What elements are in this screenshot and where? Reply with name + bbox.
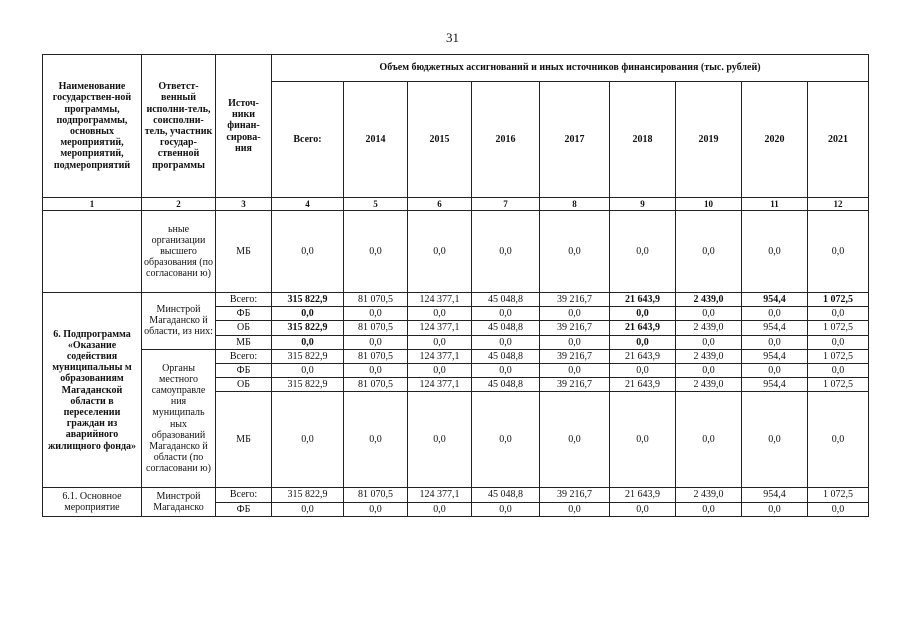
- value-cell: 0,0: [472, 392, 540, 488]
- executor-cell: Минстрой Магаданско й области, из них:: [142, 293, 216, 350]
- value-cell: 21 643,9: [610, 349, 676, 363]
- value-cell: 954,4: [742, 378, 808, 392]
- budget-table: [42, 54, 869, 517]
- column-number: 2: [142, 198, 216, 211]
- value-cell: 0,0: [472, 211, 540, 293]
- value-cell: 21 643,9: [610, 488, 676, 502]
- value-cell: 0,0: [344, 502, 408, 516]
- column-number: 8: [540, 198, 610, 211]
- column-number-row: [43, 198, 869, 211]
- header-year: 2017: [540, 82, 610, 198]
- value-cell: 0,0: [472, 335, 540, 349]
- value-cell: 0,0: [742, 363, 808, 377]
- header-program-name: Наименование государствен-ной программы, подпрограммы, основных мероприятий, мероприятий, подмероприятий: [43, 55, 142, 198]
- column-number: 12: [808, 198, 869, 211]
- header-volume: Объем бюджетных ассигнований и иных источников финансирования (тыс. рублей): [272, 55, 869, 82]
- value-cell: 315 822,9: [272, 378, 344, 392]
- value-cell: 315 822,9: [272, 488, 344, 502]
- value-cell: 0,0: [808, 335, 869, 349]
- value-cell: 45 048,8: [472, 293, 540, 307]
- value-cell: 0,0: [272, 502, 344, 516]
- value-cell: 1 072,5: [808, 293, 869, 307]
- value-cell: 315 822,9: [272, 293, 344, 307]
- header-year: 2016: [472, 82, 540, 198]
- column-number: 9: [610, 198, 676, 211]
- value-cell: 0,0: [344, 307, 408, 321]
- value-cell: 81 070,5: [344, 349, 408, 363]
- header-year: 2014: [344, 82, 408, 198]
- value-cell: 39 216,7: [540, 293, 610, 307]
- value-cell: 81 070,5: [344, 378, 408, 392]
- value-cell: 315 822,9: [272, 349, 344, 363]
- value-cell: 0,0: [272, 335, 344, 349]
- value-cell: 1 072,5: [808, 378, 869, 392]
- executor-cell: Минстрой Магаданско: [142, 488, 216, 516]
- source-cell: ФБ: [216, 363, 272, 377]
- value-cell: 21 643,9: [610, 293, 676, 307]
- value-cell: 0,0: [272, 211, 344, 293]
- value-cell: 0,0: [472, 307, 540, 321]
- value-cell: 124 377,1: [408, 349, 472, 363]
- source-cell: ФБ: [216, 307, 272, 321]
- value-cell: 0,0: [472, 502, 540, 516]
- value-cell: 954,4: [742, 293, 808, 307]
- value-cell: 0,0: [676, 392, 742, 488]
- value-cell: 39 216,7: [540, 378, 610, 392]
- program-cell: 6. Подпрограмма «Оказание содействия муниципальны м образованиям Магаданской области в переселении граждан из аварийного жилищного фонда»: [43, 293, 142, 488]
- value-cell: 39 216,7: [540, 488, 610, 502]
- value-cell: 21 643,9: [610, 321, 676, 335]
- value-cell: 0,0: [742, 307, 808, 321]
- value-cell: 0,0: [344, 211, 408, 293]
- value-cell: 0,0: [676, 307, 742, 321]
- value-cell: 2 439,0: [676, 488, 742, 502]
- source-cell: ФБ: [216, 502, 272, 516]
- header-year: 2018: [610, 82, 676, 198]
- value-cell: 0,0: [808, 392, 869, 488]
- value-cell: 0,0: [742, 502, 808, 516]
- value-cell: 2 439,0: [676, 378, 742, 392]
- value-cell: 0,0: [610, 392, 676, 488]
- value-cell: 45 048,8: [472, 321, 540, 335]
- source-cell: МБ: [216, 392, 272, 488]
- value-cell: 2 439,0: [676, 321, 742, 335]
- source-cell: МБ: [216, 211, 272, 293]
- value-cell: 0,0: [742, 335, 808, 349]
- value-cell: 2 439,0: [676, 293, 742, 307]
- value-cell: 0,0: [808, 363, 869, 377]
- value-cell: 124 377,1: [408, 488, 472, 502]
- value-cell: 954,4: [742, 349, 808, 363]
- value-cell: 0,0: [344, 335, 408, 349]
- header-year: 2015: [408, 82, 472, 198]
- value-cell: 45 048,8: [472, 488, 540, 502]
- source-cell: Всего:: [216, 488, 272, 502]
- value-cell: 315 822,9: [272, 321, 344, 335]
- value-cell: 0,0: [808, 211, 869, 293]
- column-number: 4: [272, 198, 344, 211]
- source-cell: Всего:: [216, 349, 272, 363]
- value-cell: 0,0: [540, 211, 610, 293]
- value-cell: 0,0: [540, 335, 610, 349]
- value-cell: 0,0: [408, 502, 472, 516]
- value-cell: 0,0: [610, 211, 676, 293]
- column-number: 7: [472, 198, 540, 211]
- table-row: [43, 488, 869, 502]
- value-cell: 45 048,8: [472, 349, 540, 363]
- source-cell: ОБ: [216, 321, 272, 335]
- value-cell: 0,0: [540, 502, 610, 516]
- value-cell: 0,0: [272, 363, 344, 377]
- value-cell: 124 377,1: [408, 378, 472, 392]
- value-cell: 21 643,9: [610, 378, 676, 392]
- value-cell: 1 072,5: [808, 488, 869, 502]
- value-cell: 0,0: [540, 392, 610, 488]
- value-cell: 0,0: [742, 211, 808, 293]
- source-cell: Всего:: [216, 293, 272, 307]
- value-cell: 81 070,5: [344, 488, 408, 502]
- source-cell: ОБ: [216, 378, 272, 392]
- value-cell: 39 216,7: [540, 321, 610, 335]
- value-cell: 0,0: [344, 392, 408, 488]
- column-number: 1: [43, 198, 142, 211]
- value-cell: 954,4: [742, 321, 808, 335]
- value-cell: 81 070,5: [344, 293, 408, 307]
- value-cell: 0,0: [272, 307, 344, 321]
- value-cell: 0,0: [540, 307, 610, 321]
- value-cell: 0,0: [344, 363, 408, 377]
- program-cell: 6.1. Основное мероприятие: [43, 488, 142, 516]
- value-cell: 0,0: [408, 211, 472, 293]
- column-number: 11: [742, 198, 808, 211]
- value-cell: 0,0: [472, 363, 540, 377]
- value-cell: 124 377,1: [408, 321, 472, 335]
- column-number: 10: [676, 198, 742, 211]
- table-row: [43, 349, 869, 363]
- value-cell: 954,4: [742, 488, 808, 502]
- column-number: 6: [408, 198, 472, 211]
- value-cell: 0,0: [610, 307, 676, 321]
- value-cell: 0,0: [742, 392, 808, 488]
- value-cell: 0,0: [540, 363, 610, 377]
- value-cell: 39 216,7: [540, 349, 610, 363]
- header-row-1: [43, 55, 869, 82]
- value-cell: 0,0: [676, 211, 742, 293]
- value-cell: 45 048,8: [472, 378, 540, 392]
- page-number: 31: [446, 30, 459, 45]
- value-cell: 0,0: [676, 363, 742, 377]
- value-cell: 0,0: [408, 307, 472, 321]
- value-cell: 0,0: [408, 392, 472, 488]
- value-cell: 2 439,0: [676, 349, 742, 363]
- executor-cell: Органы местного самоуправле ния муниципаль ных образований Магаданско й области (по согласовани ю): [142, 349, 216, 488]
- value-cell: 1 072,5: [808, 349, 869, 363]
- value-cell: 0,0: [610, 335, 676, 349]
- executor-cell: ьные организации высшего образования (по согласовани ю): [142, 211, 216, 293]
- value-cell: 0,0: [676, 502, 742, 516]
- value-cell: 124 377,1: [408, 293, 472, 307]
- value-cell: 0,0: [610, 502, 676, 516]
- header-executor: Ответст-венный исполни-тель, соисполни-тель, участник государ-ственной программы: [142, 55, 216, 198]
- header-year: 2020: [742, 82, 808, 198]
- column-number: 3: [216, 198, 272, 211]
- header-financing-source: Источ-ники финан-сирова-ния: [216, 55, 272, 198]
- value-cell: 0,0: [272, 392, 344, 488]
- value-cell: 0,0: [610, 363, 676, 377]
- header-year: 2021: [808, 82, 869, 198]
- value-cell: 0,0: [408, 335, 472, 349]
- value-cell: 0,0: [408, 363, 472, 377]
- value-cell: 81 070,5: [344, 321, 408, 335]
- value-cell: 0,0: [808, 307, 869, 321]
- table-row: [43, 293, 869, 307]
- value-cell: 0,0: [676, 335, 742, 349]
- program-cell-empty: [43, 211, 142, 293]
- source-cell: МБ: [216, 335, 272, 349]
- header-total: Всего:: [272, 82, 344, 198]
- table-row: [43, 211, 869, 293]
- header-year: 2019: [676, 82, 742, 198]
- value-cell: 0,0: [808, 502, 869, 516]
- column-number: 5: [344, 198, 408, 211]
- value-cell: 1 072,5: [808, 321, 869, 335]
